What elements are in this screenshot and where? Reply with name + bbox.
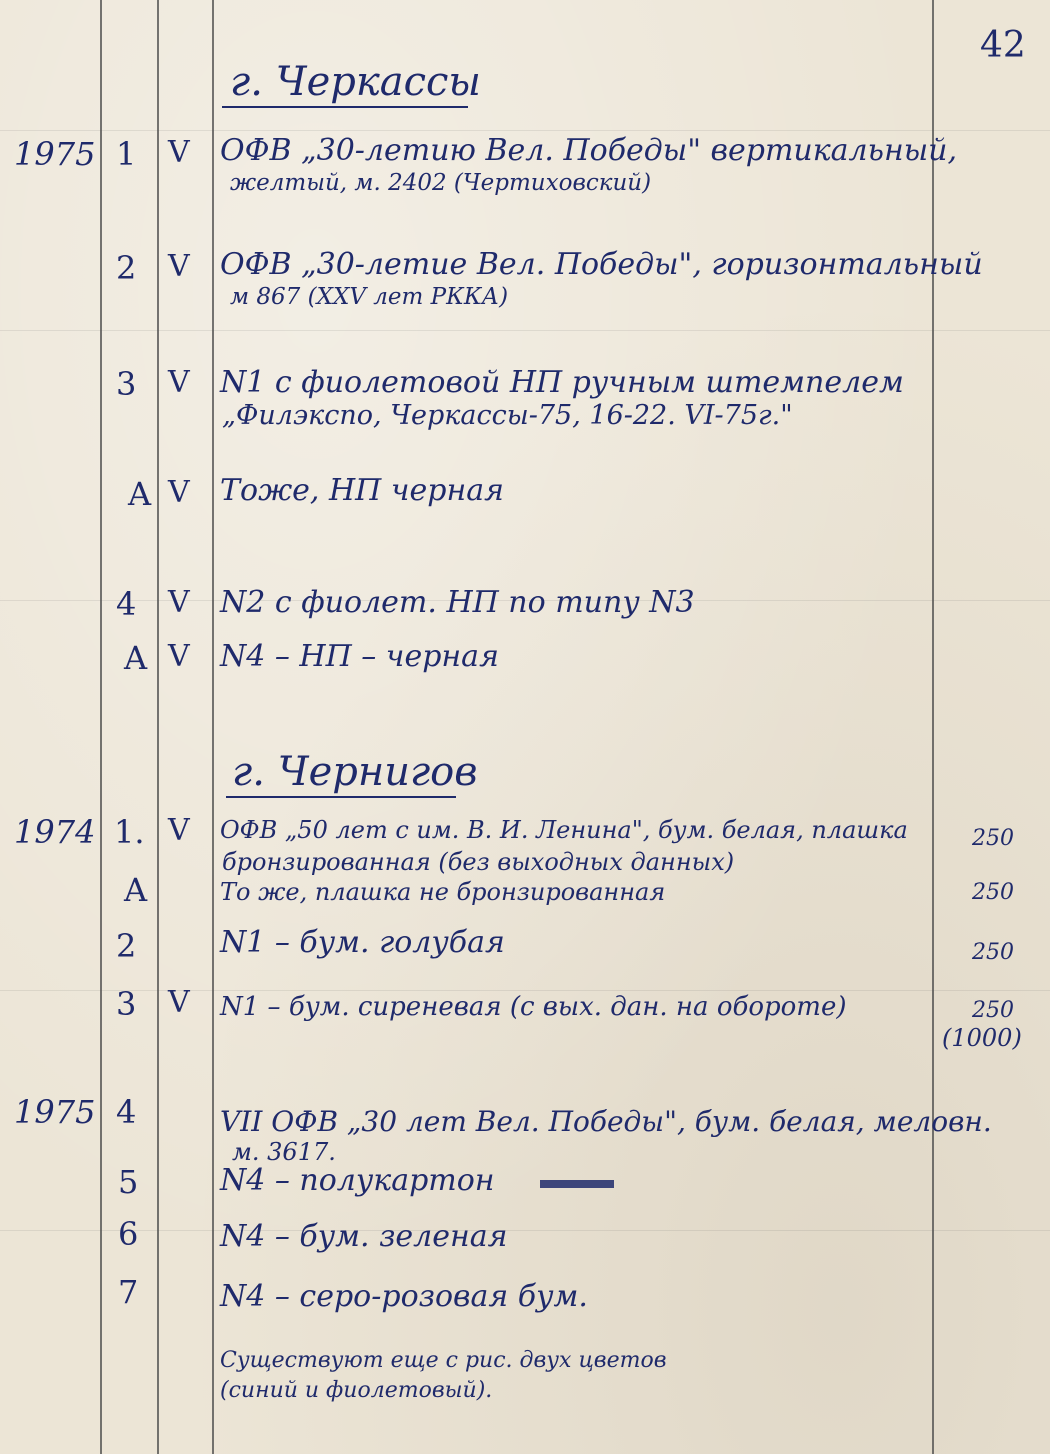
section-heading: г. Чернигов [232,749,478,795]
entry-year: 1975 [14,1093,96,1131]
entry-number: 4 [116,1093,137,1131]
entry-description-cont: м 867 (XXV лет РККА) [230,284,509,310]
entry-number: 3 [116,985,137,1023]
entry-number: 1 [116,135,137,173]
footnote-line: Существуют еще с рис. двух цветов [220,1348,667,1373]
margin-rule-price [932,0,934,1454]
ruled-line [0,990,1050,991]
check-mark: V [168,365,190,400]
entry-description: ОФВ „30-летию Вел. Победы" вертикальный, [220,133,958,168]
entry-price: 250 [972,880,1014,905]
entry-description: Тоже, НП черная [220,473,504,508]
ruled-line [0,1230,1050,1231]
entry-description: То же, плашка не бронзированная [220,878,666,906]
entry-year: 1974 [14,813,96,851]
entry-description: N4 – серо-розовая бум. [220,1279,588,1314]
entry-number: 2 [116,249,137,287]
entry-number: 3 [116,365,137,403]
margin-rule-year [100,0,102,1454]
entry-year: 1975 [14,135,96,173]
scribble-strikeout [540,1180,614,1188]
check-mark: V [168,985,190,1020]
section-heading: г. Черкассы [230,59,481,105]
entry-description-cont: „Филэкспо, Черкассы-75, 16-22. VI-75г." [222,400,793,431]
entry-description: ОФВ „30-летие Вел. Победы", горизонтальный [220,247,983,282]
entry-number: 4 [116,585,137,623]
entry-price: 250 [972,940,1014,965]
entry-description: N4 – НП – черная [220,639,499,674]
entry-description-cont: желтый, м. 2402 (Чертиховский) [230,170,652,196]
check-mark: V [168,135,190,170]
margin-rule-number [157,0,159,1454]
entry-description: N4 – полукартон [220,1163,495,1198]
entry-description: N4 – бум. зеленая [220,1219,508,1254]
entry-variant: A [124,871,148,909]
entry-number: 2 [116,927,137,965]
entry-description-cont: бронзированная (без выходных данных) [222,848,735,876]
entry-number: 1. [114,813,145,851]
ruled-line [0,330,1050,331]
check-mark: V [168,813,190,848]
entry-number: 5 [118,1163,139,1201]
entry-number: 6 [118,1215,139,1253]
entry-description: N2 с фиолет. НП по типу N3 [220,585,695,620]
entry-variant: A [128,475,152,513]
heading-underline [226,796,456,798]
entry-variant: A [124,639,148,677]
entry-description: ОФВ „50 лет с им. В. И. Ленина", бум. белая, плашка [220,816,908,844]
entry-description: N1 с фиолетовой НП ручным штемпелем [220,365,904,400]
price-total: (1000) [942,1024,1022,1052]
entry-description: VII ОФВ „30 лет Вел. Победы", бум. белая, меловн. [220,1105,992,1138]
check-mark: V [168,585,190,620]
entry-description: N1 – бум. сиреневая (с вых. дан. на обороте) [220,992,847,1022]
check-mark: V [168,639,190,674]
entry-description-cont: м. 3617. [232,1138,336,1166]
entry-price: 250 [972,826,1014,851]
ruled-line [0,130,1050,131]
margin-rule-mark [212,0,214,1454]
footnote-line: (синий и фиолетовый). [220,1378,493,1403]
entry-number: 7 [118,1273,139,1311]
check-mark: V [168,249,190,284]
check-mark: V [168,475,190,510]
entry-price: 250 [972,998,1014,1023]
page-number: 42 [980,25,1026,66]
heading-underline [222,106,468,108]
entry-description: N1 – бум. голубая [220,925,505,960]
